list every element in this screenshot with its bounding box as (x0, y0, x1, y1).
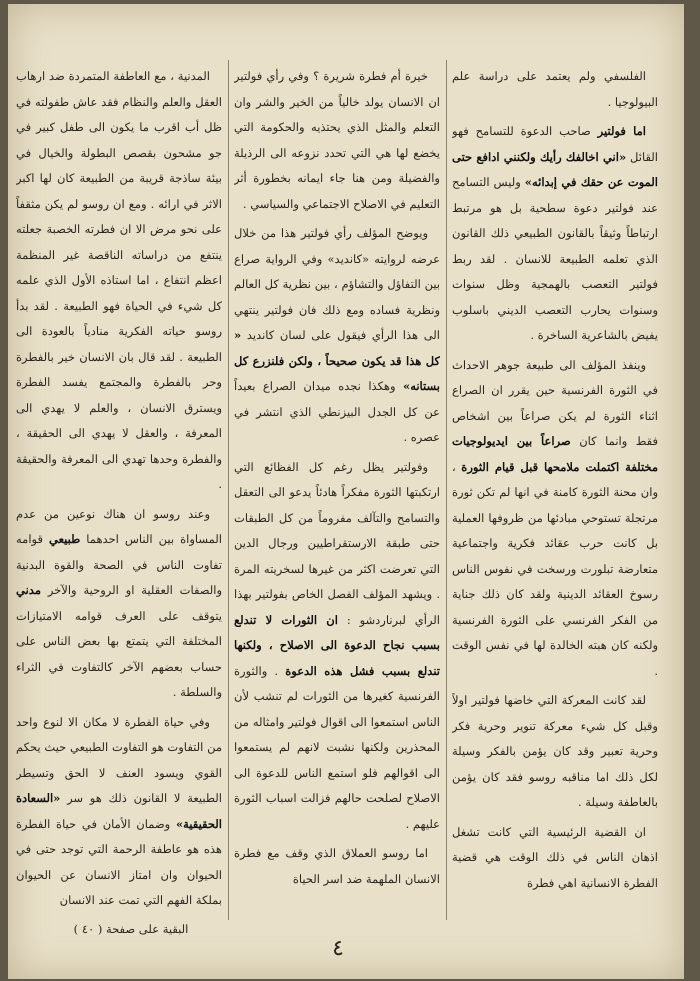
paragraph: وعند روسو ان هناك نوعين من عدم المساواة بين الناس احدهما طبيعي قوامه تفاوت الناس في الصحة والقوة البدنية والصفات العقلية او الروحية والآخر مدني يتوقف على العرف قوامه الامتيازات المختلفة التي يتمتع بها بعض الناس على حساب بعضهم الآخر كالتفاوت في الثراء والسلطة . (16, 506, 222, 699)
bold-word: مدني (16, 583, 41, 597)
column-left (16, 64, 222, 924)
continuation-note: البقية على صفحة ( ٤٠ ) (73, 922, 189, 936)
paragraph: الفلسفي ولم يعتمد على دراسة علم البيولوجيا . (452, 69, 658, 109)
bold-quote: « كل هذا قد يكون صحيحاً ، ولكن فلنزرع كل بستانه» (234, 328, 440, 393)
paragraph: خيرة أم فطرة شريرة ؟ وفي رأي فولتير ان الانسان يولد خالياً من الخير والشر وان التعلم والمثل الذي يحتذيه والحكومة التي يخضع لها هي التي تحدد نزوعه الى الرذيلة والفضيلة ومن هنا جاء ايمانه بخطورة أثر التعليم في الاصلاح الاجتماعي والسياسي . (234, 69, 440, 211)
column-right (452, 64, 658, 924)
paragraph: ويوضح المؤلف رأي فولتير هذا من خلال عرضه لروايته «كانديد» وفي الرواية صراع بين التفاؤل والتشاؤم ، بين نظرية كل العالم ونظرية فساده ومع ذلك فان فولتير ينتهي الى هذا الرأي فيقول على لسان كانديد « كل هذا قد يكون صحيحاً ، ولكن فلنزرع كل بستانه» وهكذا نجده ميدان الصراع بعيداً عن كل الجدل البيزنطي الذي انتشر في عصره . (234, 226, 440, 444)
column-divider (228, 60, 229, 920)
column-middle (234, 64, 440, 924)
paragraph: وفي حياة الفطرة لا مكان الا لنوع واحد من التفاوت هو التفاوت الطبيعي حيث يحكم القوي ويسود العنف لا الحق وتسيطر الطبيعة لا القانون ذلك هو سر «السعادة الحقيقية» وضمان الأمان في حياة الفطرة هذه هو عاطفة الرحمة التي توجد حتى في الحيوان وان امتاز الانسان عن الحيوان بملكة الفهم التي تمت عند الانسان (16, 714, 222, 907)
paragraph: وفولتير يظل رغم كل الفظائع التي ارتكبتها الثورة مفكراً هادئاً يدعو الى التعقل والتسامح والتآلف مفروماً من كل الطبقات حتى طبقة الارستقراطيين ورجال الدين التي تعرضت اكثر من غيرها لسخريته المرة . ويشهد المؤلف الفصل الخاص بفولتير بهذا الرأي لبرناردشو : ان الثورات لا تندلع بسبب نجاح الدعوة الى الاصلاح ، ولكنها تندلع بسبب فشل هذه الدعوة . والثورة الفرنسية كغيرها من الثورات لم تنشب لأن الناس استمعوا الى اقوال فولتير وامثاله من المحذرين ولكنها نشبت لانهم لم يستمعوا الى اقوالهم فلو استمع الناس للدعوة الى الاصلاح لصلحت حالهم فزالت اسباب الثورة عليهم . (234, 459, 440, 831)
paragraph: وينفذ المؤلف الى طبيعة جوهر الاحداث في الثورة الفرنسية حين يقرر ان الصراع اثناء الثورة لم يكن صراعاً بين اشخاص فقط وانما كان صراعاً بين ايديولوجيات مختلفة اكتملت ملامحها قبل قيام الثورة ، وان محنة الثورة كامنة في انها لم تكن ثورة مرتجلة تستوحي مبادئها من ظروفها العملية بل كانت حرب عقائد فكرية واجتماعية متعارضة تبلورت ورسخت في نفوس الناس رسوخ العقائد الدينية ولقد كان ذلك جناية من الفكر الفرنسي على الثورة الفرنسية ولكنه كان هبته الخالدة لها في نفس الوقت . (452, 357, 658, 678)
magazine-page (8, 4, 684, 979)
paragraph: ان القضية الرئيسية التي كانت تشغل اذهان الناس في ذلك الوقت هي قضية الفطرة الانسانية اهي فطرة (452, 824, 658, 890)
paragraph: المدنية ، مع العاطفة المتمردة ضد ارهاب العقل والعلم والنظام فقد عاش طفولته في ظل أب اقرب ما يكون الى طفل كبير في جو مشحون بقصص البطولة والخيال في بيئة ساذجة قريبة من الطبيعة كان لها اكبر الاثر في ارائه . ومع ان روسو لم يكن مثقفاً على نحو مرض الا ان فطرته الخصبة جعلته ينتفع من دراساته الناقصة غير المنظمة اعظم انتفاع ، اما استاذه الأول الذي علمه كل شيء في الحياة فهو الطبيعة . لقد بدأ روسو حياته الفكرية منادياً بالعودة الى الطبيعة . لقد قال بان الانسان خير بالفطرة وحر بالفطرة والمجتمع يفسد الفطرة ويسترق الانسان ، والعلم لا يهدي الى المعرفة ، والعقل لا يهدي الى الحقيقة ، والفطرة وحدها تهدي الى المعرفة والحقيقة . (16, 69, 222, 491)
bold-quote: «السعادة الحقيقية» (16, 791, 222, 831)
bold-phrase: صراعاً بين ايديولوجيات مختلفة اكتملت ملامحها قبل قيام الثورة (452, 434, 658, 474)
page-number: ٤ (332, 936, 344, 961)
column-divider (446, 60, 447, 920)
paragraph: اما فولتير صاحب الدعوة للتسامح فهو القائل «اني اخالفك رأيك ولكنني ادافع حتى الموت عن حقك في إبدائه» وليس التسامح عند فولتير دعوة سطحية بل هو مرتبط ارتباطاً وثيقاً بالقانون الطبيعي ذلك القانون الذي تعلمه الطبيعة للانسان . لقد ربط فولتير التعصب بالهمجية وظل سنوات وسنوات يحارب التعصب الديني باسلوب يفيض بالشاعرية الساخرة . (452, 124, 658, 342)
bold-quote: ان الثورات لا تندلع بسبب نجاح الدعوة الى الاصلاح ، ولكنها تندلع بسبب فشل هذه الدعوة (234, 612, 440, 678)
paragraph: اما روسو العملاق الذي وقف مع فطرة الانسان الملهمة ضد اسر الحياة (234, 846, 440, 886)
bold-word: طبيعي (49, 532, 81, 546)
bold-quote: «اني اخالفك رأيك ولكنني ادافع حتى الموت عن حقك في إبدائه» (452, 149, 658, 189)
paragraph: لقد كانت المعركة التي خاضها فولتير اولاً وقبل كل شيء معركة تنوير وحرية فكر وحرية تعبير وقد كان يؤمن بالفكر وسيلة لكل ذلك اما مناقبه روسو فقد كان يؤمن بالعاطفة وسيلة . (452, 693, 658, 809)
bold-phrase: اما فولتير (597, 124, 646, 138)
